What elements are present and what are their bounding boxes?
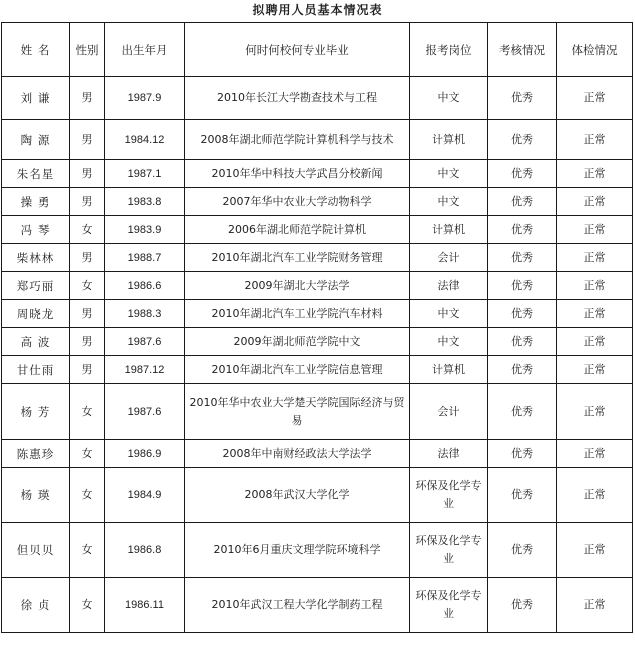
cell-assessment: 优秀 [488,523,557,578]
cell-position: 计算机 [410,216,488,244]
cell-name: 甘仕雨 [2,356,70,384]
cell-position: 计算机 [410,120,488,160]
cell-name: 周晓龙 [2,300,70,328]
table-row [2,244,633,272]
cell-birth: 1987.12 [105,356,185,384]
cell-assessment: 优秀 [488,77,557,120]
cell-health: 正常 [557,328,633,356]
cell-position: 会计 [410,384,488,440]
cell-health: 正常 [557,160,633,188]
cell-school: 2010年湖北汽车工业学院财务管理 [185,244,410,272]
cell-birth: 1987.1 [105,160,185,188]
table-row [2,468,633,523]
cell-gender: 女 [70,272,105,300]
cell-gender: 女 [70,440,105,468]
cell-gender: 女 [70,578,105,633]
cell-health: 正常 [557,244,633,272]
cell-name: 杨 芳 [2,384,70,440]
cell-health: 正常 [557,272,633,300]
cell-health: 正常 [557,356,633,384]
cell-health: 正常 [557,120,633,160]
cell-school: 2010年武汉工程大学化学制药工程 [185,578,410,633]
cell-health: 正常 [557,300,633,328]
cell-school: 2010年长江大学勘查技术与工程 [185,77,410,120]
cell-birth: 1983.8 [105,188,185,216]
cell-birth: 1984.9 [105,468,185,523]
cell-school: 2009年湖北师范学院中文 [185,328,410,356]
cell-assessment: 优秀 [488,578,557,633]
cell-birth: 1988.7 [105,244,185,272]
cell-name: 陶 源 [2,120,70,160]
table-row [2,272,633,300]
cell-position: 中文 [410,300,488,328]
cell-gender: 女 [70,216,105,244]
cell-school: 2010年华中农业大学楚天学院国际经济与贸易 [185,384,410,440]
table-row [2,384,633,440]
cell-assessment: 优秀 [488,160,557,188]
cell-position: 环保及化学专业 [410,523,488,578]
cell-school: 2009年湖北大学法学 [185,272,410,300]
cell-position: 中文 [410,188,488,216]
cell-school: 2010年6月重庆文理学院环境科学 [185,523,410,578]
cell-birth: 1986.6 [105,272,185,300]
cell-birth: 1983.9 [105,216,185,244]
header-position: 报考岗位 [410,23,488,77]
cell-school: 2006年湖北师范学院计算机 [185,216,410,244]
cell-name: 操 勇 [2,188,70,216]
cell-school: 2008年中南财经政法大学法学 [185,440,410,468]
header-birth: 出生年月 [105,23,185,77]
header-assessment: 考核情况 [488,23,557,77]
cell-name: 杨 瑛 [2,468,70,523]
cell-position: 法律 [410,440,488,468]
cell-school: 2010年湖北汽车工业学院汽车材料 [185,300,410,328]
cell-position: 中文 [410,328,488,356]
cell-name: 柴林林 [2,244,70,272]
cell-name: 冯 琴 [2,216,70,244]
cell-gender: 男 [70,356,105,384]
cell-position: 中文 [410,160,488,188]
table-row [2,523,633,578]
cell-assessment: 优秀 [488,328,557,356]
table-row [2,188,633,216]
table-row [2,120,633,160]
cell-position: 中文 [410,77,488,120]
header-row [2,23,633,77]
table-row [2,356,633,384]
cell-gender: 男 [70,160,105,188]
cell-health: 正常 [557,77,633,120]
cell-birth: 1987.9 [105,77,185,120]
cell-position: 环保及化学专业 [410,468,488,523]
cell-assessment: 优秀 [488,216,557,244]
cell-birth: 1986.8 [105,523,185,578]
cell-health: 正常 [557,188,633,216]
cell-assessment: 优秀 [488,468,557,523]
cell-gender: 女 [70,384,105,440]
header-health: 体检情况 [557,23,633,77]
cell-assessment: 优秀 [488,356,557,384]
cell-gender: 男 [70,120,105,160]
cell-birth: 1986.11 [105,578,185,633]
cell-gender: 男 [70,300,105,328]
cell-gender: 男 [70,244,105,272]
cell-gender: 男 [70,328,105,356]
cell-school: 2008年湖北师范学院计算机科学与技术 [185,120,410,160]
cell-health: 正常 [557,216,633,244]
page-title: 拟聘用人员基本情况表 [252,3,383,17]
cell-position: 法律 [410,272,488,300]
cell-position: 环保及化学专业 [410,578,488,633]
cell-assessment: 优秀 [488,272,557,300]
cell-birth: 1984.12 [105,120,185,160]
cell-gender: 男 [70,188,105,216]
table-row [2,578,633,633]
header-school: 何时何校何专业毕业 [185,23,410,77]
cell-school: 2008年武汉大学化学 [185,468,410,523]
cell-name: 徐 贞 [2,578,70,633]
cell-gender: 女 [70,468,105,523]
cell-health: 正常 [557,578,633,633]
cell-health: 正常 [557,523,633,578]
cell-name: 陈惠珍 [2,440,70,468]
table-row [2,440,633,468]
cell-school: 2010年湖北汽车工业学院信息管理 [185,356,410,384]
cell-name: 郑巧丽 [2,272,70,300]
cell-assessment: 优秀 [488,188,557,216]
cell-birth: 1987.6 [105,328,185,356]
header-gender: 性别 [70,23,105,77]
cell-name: 但贝贝 [2,523,70,578]
cell-health: 正常 [557,468,633,523]
cell-gender: 男 [70,77,105,120]
cell-assessment: 优秀 [488,384,557,440]
cell-assessment: 优秀 [488,440,557,468]
cell-birth: 1987.6 [105,384,185,440]
cell-position: 会计 [410,244,488,272]
cell-name: 高 波 [2,328,70,356]
table-row [2,300,633,328]
cell-health: 正常 [557,440,633,468]
table-row [2,216,633,244]
table-row [2,77,633,120]
table-row [2,328,633,356]
cell-gender: 女 [70,523,105,578]
cell-assessment: 优秀 [488,300,557,328]
header-name: 姓 名 [2,23,70,77]
cell-birth: 1988.3 [105,300,185,328]
cell-birth: 1986.9 [105,440,185,468]
table-row [2,160,633,188]
cell-assessment: 优秀 [488,120,557,160]
cell-name: 朱名星 [2,160,70,188]
personnel-table [1,22,633,633]
cell-assessment: 优秀 [488,244,557,272]
cell-school: 2010年华中科技大学武昌分校新闻 [185,160,410,188]
cell-position: 计算机 [410,356,488,384]
cell-name: 刘 谦 [2,77,70,120]
cell-school: 2007年华中农业大学动物科学 [185,188,410,216]
cell-health: 正常 [557,384,633,440]
